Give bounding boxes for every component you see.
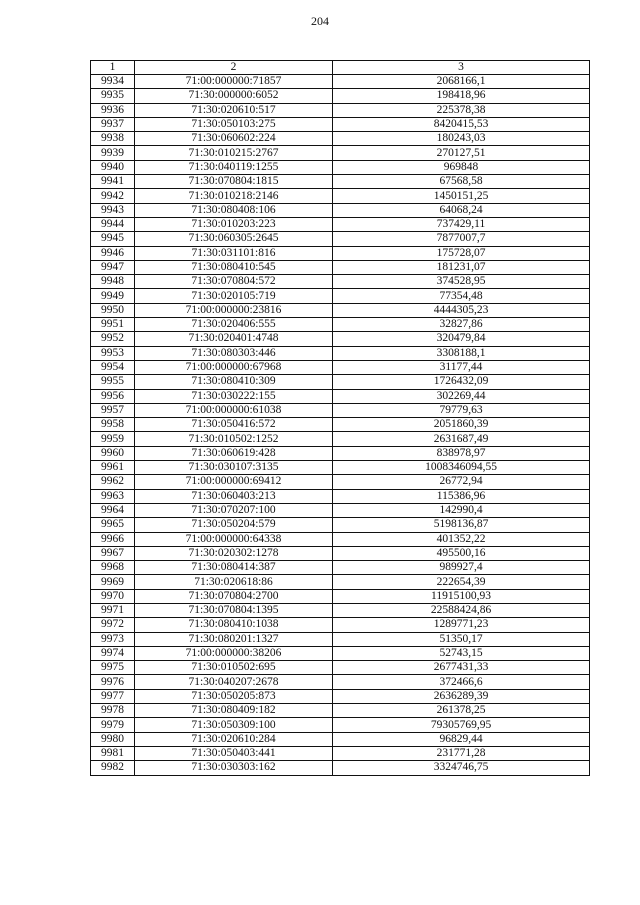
- value-cell: 180243,03: [333, 132, 590, 146]
- table-row: [91, 332, 590, 346]
- row-number-cell: 9953: [91, 346, 135, 360]
- value-cell: 175728,07: [333, 246, 590, 260]
- row-number-cell: 9939: [91, 146, 135, 160]
- row-number-cell: 9973: [91, 632, 135, 646]
- row-number-cell: 9976: [91, 675, 135, 689]
- table-row: [91, 303, 590, 317]
- table-row: [91, 360, 590, 374]
- cadastral-number-cell: 71:30:010502:1252: [135, 432, 333, 446]
- cadastral-number-cell: 71:30:050103:275: [135, 117, 333, 131]
- table-row: [91, 203, 590, 217]
- value-cell: 3324746,75: [333, 761, 590, 775]
- value-cell: 79305769,95: [333, 718, 590, 732]
- row-number-cell: 9954: [91, 360, 135, 374]
- row-number-cell: 9951: [91, 318, 135, 332]
- table-row: [91, 318, 590, 332]
- cadastral-number-cell: 71:00:000000:23816: [135, 303, 333, 317]
- data-table: [90, 60, 590, 776]
- table-row: [91, 103, 590, 117]
- value-cell: 372466,6: [333, 675, 590, 689]
- cadastral-number-cell: 71:30:010502:695: [135, 661, 333, 675]
- value-cell: 142990,4: [333, 503, 590, 517]
- cadastral-number-cell: 71:30:030222:155: [135, 389, 333, 403]
- table-row: [91, 275, 590, 289]
- table-row: [91, 646, 590, 660]
- cadastral-number-cell: 71:30:060619:428: [135, 446, 333, 460]
- row-number-cell: 9952: [91, 332, 135, 346]
- cadastral-number-cell: 71:30:050416:572: [135, 418, 333, 432]
- cadastral-number-cell: 71:30:020406:555: [135, 318, 333, 332]
- cadastral-number-cell: 71:30:020618:86: [135, 575, 333, 589]
- table-row: [91, 375, 590, 389]
- table-row: [91, 675, 590, 689]
- cadastral-number-cell: 71:30:080414:387: [135, 561, 333, 575]
- cadastral-number-cell: 71:30:080201:1327: [135, 632, 333, 646]
- row-number-cell: 9948: [91, 275, 135, 289]
- value-cell: 231771,28: [333, 746, 590, 760]
- cadastral-number-cell: 71:30:040207:2678: [135, 675, 333, 689]
- value-cell: 838978,97: [333, 446, 590, 460]
- row-number-cell: 9958: [91, 418, 135, 432]
- row-number-cell: 9969: [91, 575, 135, 589]
- table-row: [91, 146, 590, 160]
- row-number-cell: 9947: [91, 260, 135, 274]
- value-cell: 7877007,7: [333, 232, 590, 246]
- table-row: [91, 718, 590, 732]
- value-cell: 79779,63: [333, 403, 590, 417]
- row-number-cell: 9937: [91, 117, 135, 131]
- value-cell: 374528,95: [333, 275, 590, 289]
- value-cell: 401352,22: [333, 532, 590, 546]
- table-row: [91, 603, 590, 617]
- value-cell: 32827,86: [333, 318, 590, 332]
- value-cell: 3308188,1: [333, 346, 590, 360]
- table-row: [91, 246, 590, 260]
- row-number-cell: 9941: [91, 175, 135, 189]
- table-row: [91, 589, 590, 603]
- value-cell: 1289771,23: [333, 618, 590, 632]
- cadastral-number-cell: 71:30:050403:441: [135, 746, 333, 760]
- table-row: [91, 561, 590, 575]
- row-number-cell: 9934: [91, 75, 135, 89]
- value-cell: 2631687,49: [333, 432, 590, 446]
- value-cell: 320479,84: [333, 332, 590, 346]
- table-row: [91, 575, 590, 589]
- row-number-cell: 9977: [91, 689, 135, 703]
- value-cell: 222654,39: [333, 575, 590, 589]
- row-number-cell: 9950: [91, 303, 135, 317]
- row-number-cell: 9945: [91, 232, 135, 246]
- row-number-cell: 9935: [91, 89, 135, 103]
- row-number-cell: 9970: [91, 589, 135, 603]
- table-row: [91, 489, 590, 503]
- value-cell: 302269,44: [333, 389, 590, 403]
- cadastral-number-cell: 71:00:000000:69412: [135, 475, 333, 489]
- row-number-cell: 9978: [91, 704, 135, 718]
- table-row: [91, 446, 590, 460]
- row-number-cell: 9961: [91, 461, 135, 475]
- cadastral-number-cell: 71:30:020105:719: [135, 289, 333, 303]
- value-cell: 96829,44: [333, 732, 590, 746]
- value-cell: 225378,38: [333, 103, 590, 117]
- row-number-cell: 9940: [91, 160, 135, 174]
- cadastral-number-cell: 71:00:000000:64338: [135, 532, 333, 546]
- value-cell: 270127,51: [333, 146, 590, 160]
- value-cell: 1008346094,55: [333, 461, 590, 475]
- table-row: [91, 346, 590, 360]
- cadastral-number-cell: 71:30:050205:873: [135, 689, 333, 703]
- table-row: [91, 260, 590, 274]
- cadastral-number-cell: 71:30:060403:213: [135, 489, 333, 503]
- header-col-3: 3: [333, 61, 590, 75]
- cadastral-number-cell: 71:30:060602:224: [135, 132, 333, 146]
- cadastral-number-cell: 71:30:080410:309: [135, 375, 333, 389]
- cadastral-number-cell: 71:30:020302:1278: [135, 546, 333, 560]
- table-row: [91, 389, 590, 403]
- cadastral-number-cell: 71:30:050204:579: [135, 518, 333, 532]
- cadastral-number-cell: 71:30:031101:816: [135, 246, 333, 260]
- cadastral-number-cell: 71:30:080410:1038: [135, 618, 333, 632]
- table-row: [91, 704, 590, 718]
- cadastral-number-cell: 71:30:070207:100: [135, 503, 333, 517]
- cadastral-number-cell: 71:30:080303:446: [135, 346, 333, 360]
- cadastral-number-cell: 71:30:070804:572: [135, 275, 333, 289]
- value-cell: 2068166,1: [333, 75, 590, 89]
- table-row: [91, 532, 590, 546]
- row-number-cell: 9975: [91, 661, 135, 675]
- row-number-cell: 9982: [91, 761, 135, 775]
- value-cell: 2051860,39: [333, 418, 590, 432]
- cadastral-number-cell: 71:30:070804:1815: [135, 175, 333, 189]
- row-number-cell: 9942: [91, 189, 135, 203]
- value-cell: 22588424,86: [333, 603, 590, 617]
- row-number-cell: 9960: [91, 446, 135, 460]
- table-row: [91, 746, 590, 760]
- value-cell: 52743,15: [333, 646, 590, 660]
- row-number-cell: 9965: [91, 518, 135, 532]
- value-cell: 2636289,39: [333, 689, 590, 703]
- row-number-cell: 9946: [91, 246, 135, 260]
- cadastral-number-cell: 71:30:050309:100: [135, 718, 333, 732]
- value-cell: 2677431,33: [333, 661, 590, 675]
- cadastral-number-cell: 71:30:020401:4748: [135, 332, 333, 346]
- row-number-cell: 9959: [91, 432, 135, 446]
- row-number-cell: 9966: [91, 532, 135, 546]
- table-row: [91, 117, 590, 131]
- table-row: [91, 217, 590, 231]
- cadastral-number-cell: 71:30:040119:1255: [135, 160, 333, 174]
- table-row: [91, 689, 590, 703]
- table-row: [91, 418, 590, 432]
- row-number-cell: 9964: [91, 503, 135, 517]
- row-number-cell: 9974: [91, 646, 135, 660]
- cadastral-number-cell: 71:00:000000:71857: [135, 75, 333, 89]
- header-col-1: 1: [91, 61, 135, 75]
- value-cell: 115386,96: [333, 489, 590, 503]
- value-cell: 181231,07: [333, 260, 590, 274]
- value-cell: 1726432,09: [333, 375, 590, 389]
- table-row: [91, 546, 590, 560]
- row-number-cell: 9967: [91, 546, 135, 560]
- table-row: [91, 661, 590, 675]
- cadastral-number-cell: 71:30:020610:517: [135, 103, 333, 117]
- value-cell: 1450151,25: [333, 189, 590, 203]
- cadastral-number-cell: 71:30:080409:182: [135, 704, 333, 718]
- cadastral-number-cell: 71:00:000000:38206: [135, 646, 333, 660]
- table-row: [91, 289, 590, 303]
- cadastral-number-cell: 71:00:000000:67968: [135, 360, 333, 374]
- cadastral-number-cell: 71:30:060305:2645: [135, 232, 333, 246]
- value-cell: 67568,58: [333, 175, 590, 189]
- row-number-cell: 9949: [91, 289, 135, 303]
- value-cell: 26772,94: [333, 475, 590, 489]
- table-row: [91, 632, 590, 646]
- cadastral-number-cell: 71:30:010215:2767: [135, 146, 333, 160]
- table-row: [91, 132, 590, 146]
- row-number-cell: 9944: [91, 217, 135, 231]
- table-body: [91, 61, 590, 776]
- table-row: [91, 403, 590, 417]
- row-number-cell: 9972: [91, 618, 135, 632]
- value-cell: 11915100,93: [333, 589, 590, 603]
- row-number-cell: 9979: [91, 718, 135, 732]
- table-row: [91, 232, 590, 246]
- table-row: [91, 461, 590, 475]
- table-row: [91, 761, 590, 775]
- cadastral-number-cell: 71:30:030107:3135: [135, 461, 333, 475]
- row-number-cell: 9938: [91, 132, 135, 146]
- value-cell: 5198136,87: [333, 518, 590, 532]
- table-header-row: [91, 61, 590, 75]
- value-cell: 737429,11: [333, 217, 590, 231]
- page-number: 204: [311, 14, 329, 28]
- table-row: [91, 475, 590, 489]
- value-cell: 198418,96: [333, 89, 590, 103]
- value-cell: 64068,24: [333, 203, 590, 217]
- value-cell: 51350,17: [333, 632, 590, 646]
- table-row: [91, 175, 590, 189]
- cadastral-number-cell: 71:30:000000:6052: [135, 89, 333, 103]
- table-row: [91, 503, 590, 517]
- table-row: [91, 618, 590, 632]
- value-cell: 31177,44: [333, 360, 590, 374]
- table-row: [91, 160, 590, 174]
- value-cell: 8420415,53: [333, 117, 590, 131]
- value-cell: 989927,4: [333, 561, 590, 575]
- row-number-cell: 9971: [91, 603, 135, 617]
- value-cell: 77354,48: [333, 289, 590, 303]
- cadastral-number-cell: 71:30:080410:545: [135, 260, 333, 274]
- value-cell: 4444305,23: [333, 303, 590, 317]
- table-row: [91, 189, 590, 203]
- row-number-cell: 9968: [91, 561, 135, 575]
- row-number-cell: 9962: [91, 475, 135, 489]
- row-number-cell: 9955: [91, 375, 135, 389]
- table-row: [91, 75, 590, 89]
- row-number-cell: 9980: [91, 732, 135, 746]
- cadastral-number-cell: 71:30:020610:284: [135, 732, 333, 746]
- cadastral-number-cell: 71:00:000000:61038: [135, 403, 333, 417]
- table-row: [91, 89, 590, 103]
- value-cell: 969848: [333, 160, 590, 174]
- value-cell: 495500,16: [333, 546, 590, 560]
- row-number-cell: 9956: [91, 389, 135, 403]
- row-number-cell: 9981: [91, 746, 135, 760]
- table-row: [91, 732, 590, 746]
- cadastral-number-cell: 71:30:070804:1395: [135, 603, 333, 617]
- row-number-cell: 9957: [91, 403, 135, 417]
- table-row: [91, 432, 590, 446]
- cadastral-number-cell: 71:30:070804:2700: [135, 589, 333, 603]
- cadastral-number-cell: 71:30:010218:2146: [135, 189, 333, 203]
- cadastral-number-cell: 71:30:010203:223: [135, 217, 333, 231]
- table-row: [91, 518, 590, 532]
- row-number-cell: 9963: [91, 489, 135, 503]
- cadastral-number-cell: 71:30:030303:162: [135, 761, 333, 775]
- row-number-cell: 9943: [91, 203, 135, 217]
- value-cell: 261378,25: [333, 704, 590, 718]
- row-number-cell: 9936: [91, 103, 135, 117]
- header-col-2: 2: [135, 61, 333, 75]
- cadastral-number-cell: 71:30:080408:106: [135, 203, 333, 217]
